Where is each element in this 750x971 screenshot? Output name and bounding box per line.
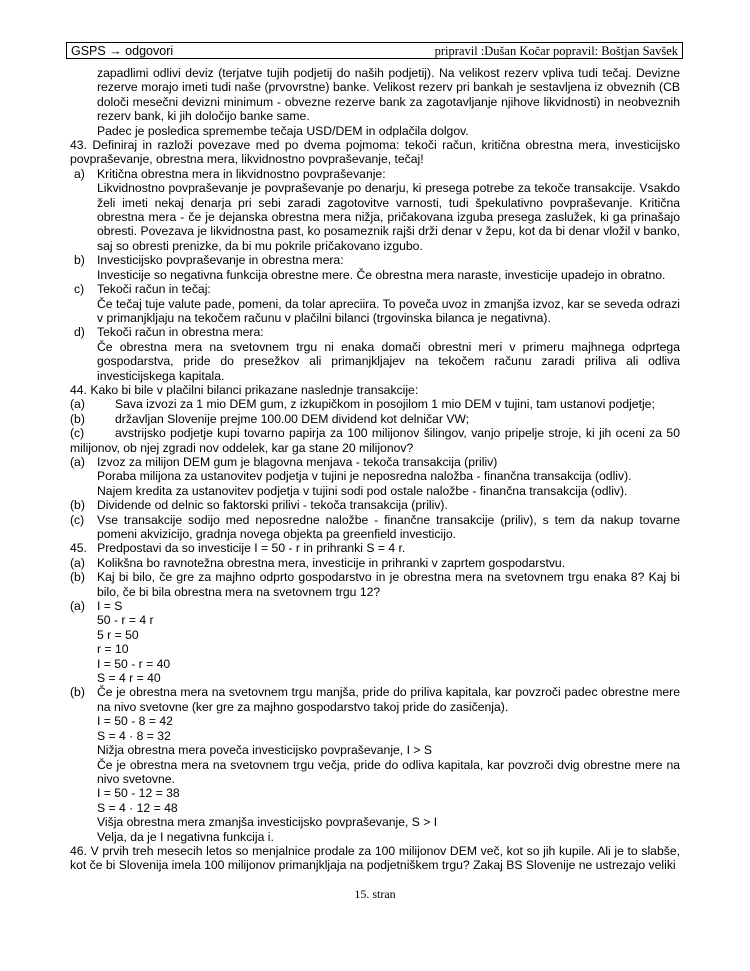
answer-43b bbox=[70, 253, 680, 282]
item-text: Višja obrestna mera zmanjša investicijsko povpraševanje, S > I bbox=[97, 815, 438, 830]
answer-44a bbox=[70, 455, 680, 498]
item-heading: Investicijsko povpraševanje in obrestna mera: bbox=[97, 253, 344, 268]
answer-45b bbox=[70, 685, 680, 843]
item-label: (a) bbox=[70, 397, 85, 412]
item-heading: Kritična obrestna mera in likvidnostno povpraševanje: bbox=[97, 166, 386, 181]
question-44b bbox=[70, 412, 680, 426]
equation: S = 4 · 12 = 48 bbox=[97, 800, 178, 815]
item-text: Najem kredita za ustanovitev podjetja v tujini sodi pod ostale naložbe - finančna transakcija (odliv). bbox=[97, 483, 628, 498]
item-heading: Tekoči račun in obrestna mera: bbox=[97, 325, 264, 340]
item-text: Če obrestna mera na svetovnem trgu ni enaka domači obrestni meri v primeru majhnega odprtega gospodarstva, pride do presežkov ali primanjkljajev na tekočem računu zaradi priliva ali odliva investicijskega kapitala. bbox=[97, 339, 680, 383]
item-label: (c) bbox=[70, 426, 85, 441]
item-label: (b) bbox=[70, 685, 85, 700]
question-45a bbox=[70, 556, 680, 570]
item-label: (a) bbox=[70, 599, 85, 614]
page-header bbox=[66, 42, 683, 59]
item-label: d) bbox=[74, 325, 85, 340]
paragraph: Padec je posledica spremembe tečaja USD/DEM in odplačila dolgov. bbox=[97, 123, 469, 138]
item-text: Poraba milijona za ustanovitev podjetja v tujini je neposredna naložba - finančna transakcija (odliv). bbox=[97, 469, 632, 484]
item-text: Kolikšna bo ravnotežna obrestna mera, investicije in prihranki v zaprtem gospodarstvu. bbox=[97, 555, 566, 570]
answer-44b bbox=[70, 498, 680, 512]
item-text: Sava izvozi za 1 mio DEM gum, z izkupičkom in posojilom 1 mio DEM v tujini, tam ustanovi podjetje; bbox=[115, 397, 655, 412]
equation: r = 10 bbox=[97, 642, 129, 657]
header-left: GSPS → odgovori bbox=[71, 44, 174, 58]
item-label: (b) bbox=[70, 570, 85, 585]
item-heading: Tekoči račun in tečaj: bbox=[97, 282, 211, 297]
page-number: 15. stran bbox=[354, 887, 396, 901]
item-label: (b) bbox=[70, 411, 85, 426]
item-label: b) bbox=[74, 253, 85, 268]
equation: S = 4 · 8 = 32 bbox=[97, 728, 171, 743]
item-text: Kaj bi bilo, če gre za majhno odprto gospodarstvo in je obrestna mera na svetovnem trgu enaka 8? Kaj bi bilo, če bi bila obrestna mera na svetovnem trgu 12? bbox=[97, 570, 680, 599]
item-text: Če je obrestna mera na svetovnem trgu manjša, pride do priliva kapitala, kar povzroči padec obrestne mere na nivo svetovne (ker gre za majhno gospodarstvo takoj pride do zasičenja). bbox=[97, 685, 680, 714]
item-text: Če tečaj tuje valute pade, pomeni, da tolar apreciira. To poveča uvoz in zmanjša izvoz, kar se seveda odrazi v primanjkljaju na tekočem računu v plačilni bilanci (trgovinska bilanca je negativna). bbox=[97, 296, 680, 325]
item-text: avstrijsko podjetje kupi tovarno papirja za 100 milijonov šilingov, vanjo pripelje stroje, ki jih oceni za 50 milijonov, ob njej zgradi nov oddelek, kar ga stane 20 milijonov? bbox=[70, 426, 680, 455]
question-43: 43. Definiraj in razloži povezave med po dvema pojmoma: tekoči račun, kritična obrestna mera, investicijsko povpraševanje, obrestna mera, likvidnostno povpraševanje, tečaj! bbox=[70, 138, 680, 167]
item-text: Likvidnostno povpraševanje je povpraševanje po denarju, ki presega potrebe za tekoče transakcije. Vsakdo želi imeti nekaj denarja pri sebi zaradi zagotovitve varnosti, tudi špekulativno povpraševanje. Kritična obrestna mera - če je dejanska obrestna mera nižja, pričakovana izguba presega zaslužek, ki ga prinašajo obresti. Povezava je likvidnostna past, ko posameznik rajši drži denar v žepu, kot da bi denar vložil v banko, saj so obresti prenizke, da bi mu pokrile pričakovano izgubo. bbox=[97, 181, 680, 253]
question-45b bbox=[70, 570, 680, 599]
question-44c bbox=[70, 426, 680, 455]
equation: I = 50 - r = 40 bbox=[97, 656, 171, 671]
answer-43d bbox=[70, 325, 680, 383]
question-44: 44. Kako bi bile v plačilni bilanci prikazane naslednje transakcije: bbox=[70, 382, 419, 397]
item-text: državljan Slovenije prejme 100.00 DEM dividend kot delničar VW; bbox=[115, 411, 470, 426]
item-label: (a) bbox=[70, 555, 85, 570]
item-label: c) bbox=[74, 282, 85, 297]
question-45: 45. Predpostavi da so investicije I = 50 - r in prihranki S = 4 r. bbox=[70, 541, 406, 556]
paragraph: zapadlimi odlivi deviz (terjatve tujih podjetij do naših podjetij). Na velikost rezerv vpliva tudi tečaj. Devizne rezerve morajo imeti tudi naše (prvovrstne) banke. Velikost rezerv pri bankah je sestavljena iz obveznih (CB določi mesečni devizni minimum - obvezne rezerve bank za zagotavljanje njihove likvidnosti) in neobveznih rezerv bank, ki jih določijo banke same. bbox=[97, 66, 680, 124]
item-label: (b) bbox=[70, 498, 85, 513]
item-label: (a) bbox=[70, 454, 85, 469]
answer-44c bbox=[70, 513, 680, 542]
question-46: 46. V prvih treh mesecih letos so menjalnice prodale za 100 milijonov DEM več, kot so jih kupile. Ali je to slabše, kot če bi Slovenija imela 100 milijonov primanjkljaja na podjetniškem trgu? Zakaj BS Slovenije ne ustrezajo veliki bbox=[70, 843, 680, 873]
item-label: a) bbox=[74, 166, 85, 181]
answer-43a bbox=[70, 167, 680, 253]
answer-45a bbox=[70, 599, 680, 685]
item-text: Velja, da je I negativna funkcija i. bbox=[97, 829, 274, 844]
item-text: Investicije so negativna funkcija obrestne mere. Če obrestna mera naraste, investicije upadejo in obratno. bbox=[97, 267, 666, 282]
answer-43c bbox=[70, 282, 680, 325]
item-label: (c) bbox=[70, 512, 85, 527]
item-text: Izvoz za milijon DEM gum je blagovna menjava - tekoča transakcija (priliv) bbox=[97, 454, 498, 469]
equation: I = 50 - 12 = 38 bbox=[97, 786, 180, 801]
question-44a bbox=[70, 397, 680, 411]
equation: I = 50 - 8 = 42 bbox=[97, 714, 173, 729]
item-text: Če je obrestna mera na svetovnem trgu večja, pride do odliva kapitala, kar povzroči dvig obrestne mere na nivo svetovne. bbox=[97, 757, 680, 786]
equation: 50 - r = 4 r bbox=[97, 613, 154, 628]
item-text: Nižja obrestna mera poveča investicijsko povpraševanje, I > S bbox=[97, 743, 432, 758]
equation: I = S bbox=[97, 599, 123, 614]
header-right: pripravil :Dušan Kočar popravil: Boštjan Savšek bbox=[434, 44, 678, 58]
equation: 5 r = 50 bbox=[97, 627, 139, 642]
item-text: Dividende od delnic so faktorski prilivi - tekoča transakcija (priliv). bbox=[97, 498, 448, 513]
item-text: Vse transakcije sodijo med neposredne naložbe - finančne transakcije (priliv), s tem da nakup tovarne pomeni akvizicijo, gradnja novega objekta pa greenfield investicijo. bbox=[97, 512, 680, 541]
equation: S = 4 r = 40 bbox=[97, 671, 161, 686]
document-body bbox=[70, 66, 680, 873]
